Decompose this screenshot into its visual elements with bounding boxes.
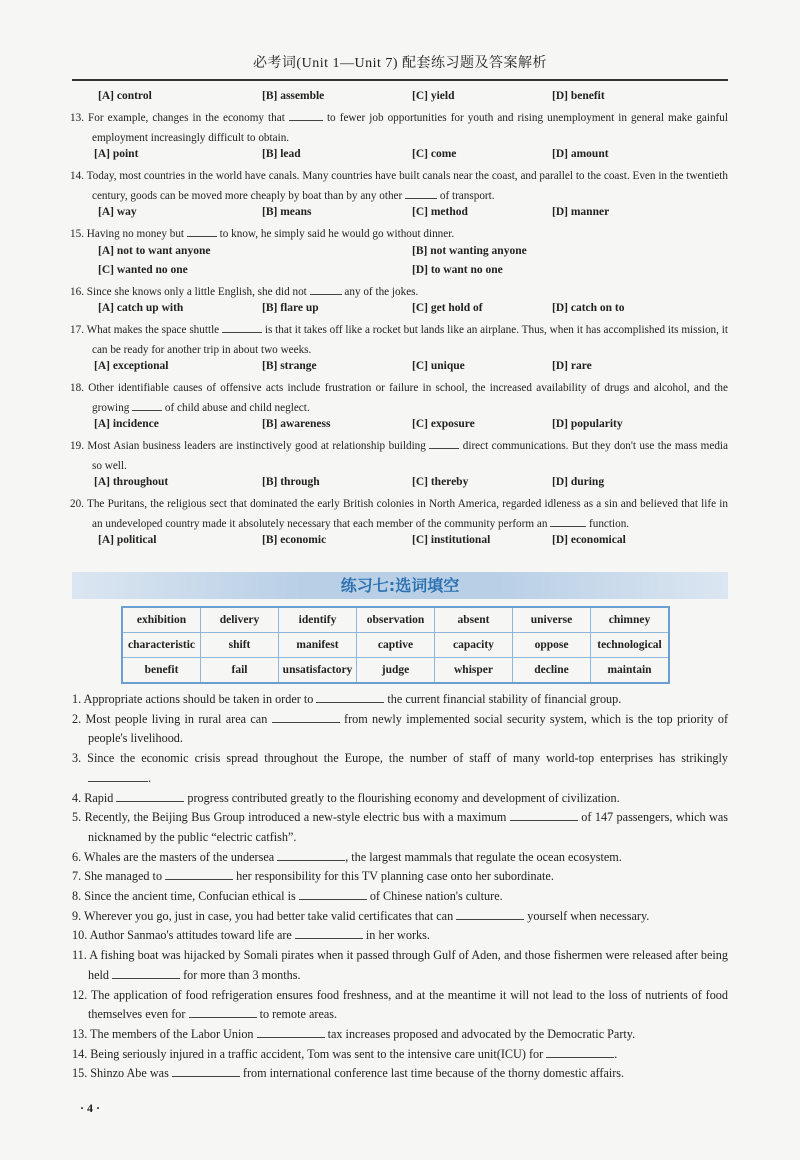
option-row (0, 206, 800, 225)
page-number: · 4 · (80, 1101, 101, 1115)
question-text-cont: for more than 3 months. (183, 967, 301, 982)
option-d: [D] catch on to (552, 302, 625, 314)
option-row (0, 90, 800, 109)
option-b: [B] flare up (262, 302, 319, 314)
option-row (0, 302, 800, 321)
word-cell: observation (357, 607, 435, 633)
fill-question-3 (72, 749, 728, 788)
question-text: 6. Whales are the masters of the undersea (72, 849, 275, 864)
question-text-cont: function. (589, 517, 630, 530)
fill-question-4 (72, 789, 728, 809)
option-c: [C] exposure (412, 418, 475, 430)
word-cell: universe (513, 607, 591, 633)
option-row (0, 418, 800, 437)
word-cell: shift (201, 633, 279, 658)
answer-blank (295, 928, 363, 939)
section-title: 练习七:选词填空 (72, 572, 728, 599)
answer-blank (132, 400, 162, 411)
question-text: 7. She managed to (72, 869, 163, 884)
question-text-cont: of 147 passengers, which was nicknamed by the public “electric catfish”. (88, 810, 729, 844)
word-cell: chimney (591, 607, 670, 633)
question-text: 13. The members of the Labor Union (72, 1026, 254, 1041)
option-d: [D] during (552, 476, 605, 488)
question-text: 3. Since the economic crisis spread throughout the Europe, the number of staff of many world-top enterprises has strikingly (72, 751, 728, 766)
fill-question-10 (72, 926, 728, 946)
word-cell: identify (279, 607, 357, 633)
question-text: 5. Recently, the Beijing Bus Group introduced a new-style electric bus with a maximum (72, 810, 507, 825)
option-row (0, 264, 800, 283)
question-text-cont: progress contributed greatly to the flourishing economy and development of civilization. (187, 790, 620, 805)
question-text-cont: , the largest mammals that regulate the ocean ecosystem. (345, 849, 622, 864)
question-text: 4. Rapid (72, 790, 114, 805)
answer-blank (272, 712, 340, 723)
option-b: [B] lead (262, 148, 301, 160)
question-text: 11. A fishing boat was hijacked by Somali pirates when it passed through Gulf of Aden, and those fishermen were released after being held (72, 948, 728, 982)
question-text: 13. For example, changes in the economy that (70, 112, 285, 124)
question-text-cont: yourself when necessary. (527, 908, 650, 923)
option-b: [B] assemble (262, 90, 325, 102)
question-text-cont: of child abuse and child neglect. (164, 401, 310, 414)
option-row (0, 476, 800, 495)
answer-blank (222, 322, 262, 333)
question-text: 10. Author Sanmao's attitudes toward life are (72, 928, 292, 943)
option-a: [A] control (98, 90, 152, 102)
word-bank-row (122, 607, 669, 633)
answer-blank (316, 692, 384, 703)
option-c: [C] institutional (412, 534, 491, 546)
fill-question-6 (72, 848, 728, 868)
question-text: 17. What makes the space shuttle (70, 324, 220, 336)
option-a: [A] point (94, 148, 139, 160)
question-text-cont: to know, he simply said he would go without dinner. (219, 228, 455, 240)
question-text-cont: to fewer job opportunities for youth and rising unemployment in general make gainful employment increasingly difficult to obtain. (92, 112, 728, 144)
question-text: 14. Today, most countries in the world have canals. Many countries have built canals near the coast, and parallel to the coast. Even in the twentieth century, goods can be moved more cheaply by boat than by any other (70, 170, 728, 202)
option-a: [A] not to want anyone (98, 244, 211, 257)
multiple-choice-section (0, 90, 800, 553)
option-a: [A] political (98, 534, 157, 546)
word-cell: capacity (435, 633, 513, 658)
option-c: [C] unique (412, 360, 465, 372)
answer-blank (546, 1047, 614, 1058)
word-bank (121, 606, 670, 684)
word-cell: fail (201, 658, 279, 684)
question-20 (0, 495, 800, 553)
question-text: 8. Since the ancient time, Confucian ethical is (72, 889, 296, 904)
option-row (0, 360, 800, 379)
question-15 (0, 225, 800, 283)
fill-question-2 (72, 710, 728, 749)
question-text: 15. Shinzo Abe was (72, 1066, 169, 1081)
option-b: [B] through (262, 476, 320, 488)
question-text: 16. Since she knows only a little English, she did not (70, 285, 307, 298)
answer-blank (257, 1027, 325, 1038)
answer-blank (165, 869, 233, 880)
fill-question-5 (72, 808, 728, 847)
word-bank-row (122, 633, 669, 658)
answer-blank (289, 110, 323, 121)
question-text-cont: of transport. (439, 189, 495, 202)
option-b: [B] awareness (262, 418, 331, 430)
option-row (0, 245, 800, 264)
question-text-cont: direct communications. But they don't use the mass media so well. (92, 440, 729, 472)
option-b: [B] not wanting anyone (412, 244, 527, 257)
fill-question-12 (72, 986, 728, 1025)
question-text: 1. Appropriate actions should be taken in order to (72, 692, 314, 706)
word-cell: unsatisfactory (279, 658, 357, 684)
question-text-cont: . (614, 1046, 618, 1061)
answer-blank (405, 188, 437, 199)
option-c: [C] get hold of (412, 302, 483, 314)
question-text-cont: of Chinese nation's culture. (369, 889, 503, 904)
question-text-cont: any of the jokes. (344, 285, 419, 298)
word-cell: manifest (279, 633, 357, 658)
option-d: [D] amount (552, 148, 609, 160)
word-cell: whisper (435, 658, 513, 684)
option-a: [A] way (98, 206, 137, 218)
fill-question-9 (72, 907, 728, 927)
answer-blank (88, 771, 148, 782)
option-c: [C] wanted no one (98, 263, 188, 276)
option-a: [A] exceptional (94, 360, 169, 372)
fill-question-7 (72, 867, 728, 887)
question-text: 12. The application of food refrigeration ensures food freshness, and at the meantime it will not lead to the loss of nutrients of food themselves even for (72, 987, 728, 1022)
word-cell: benefit (122, 658, 201, 684)
fill-question-8 (72, 887, 728, 907)
answer-blank (189, 1007, 257, 1018)
option-d: [D] economical (552, 534, 626, 546)
header-rule (72, 79, 728, 81)
option-c: [C] come (412, 148, 457, 160)
word-cell: technological (591, 633, 670, 658)
option-c: [C] thereby (412, 476, 469, 488)
fill-question-14 (72, 1045, 728, 1065)
option-d: [D] benefit (552, 90, 605, 102)
option-a: [A] catch up with (98, 302, 184, 314)
word-cell: characteristic (122, 633, 201, 658)
answer-blank (187, 226, 217, 237)
question-14 (0, 167, 800, 225)
answer-blank (277, 850, 345, 861)
question-19 (0, 437, 800, 495)
option-b: [B] economic (262, 534, 327, 546)
option-b: [B] means (262, 206, 312, 218)
answer-blank (429, 438, 459, 449)
fill-question-13 (72, 1025, 728, 1045)
question-text-cont: her responsibility for this TV planning case onto her subordinate. (236, 869, 554, 884)
option-d: [D] popularity (552, 418, 623, 430)
answer-blank (172, 1066, 240, 1077)
answer-blank (112, 968, 180, 979)
option-d: [D] rare (552, 360, 592, 372)
question-text: 18. Other identifiable causes of offensive acts include frustration or failure in school, the increased availability of drugs and alcohol, and the growing (70, 382, 728, 414)
question-text-cont: from international conference last time because of the thorny domestic affairs. (242, 1066, 625, 1081)
fill-question-11 (72, 946, 728, 985)
question-text-cont: tax increases proposed and advocated by the Democratic Party. (327, 1026, 636, 1041)
option-b: [B] strange (262, 360, 317, 372)
option-c: [C] yield (412, 90, 455, 102)
option-row (0, 534, 800, 553)
option-a: [A] throughout (94, 476, 169, 488)
word-cell: judge (357, 658, 435, 684)
question-13 (0, 109, 800, 167)
question-text-cont: . (148, 770, 152, 785)
word-cell: oppose (513, 633, 591, 658)
question-text: 20. The Puritans, the religious sect that dominated the early British colonies in North America, regarded idleness as a sin and believed that life in an undeveloped country made it absolutely necessary that each member of the community perform an (70, 498, 728, 530)
answer-blank (299, 889, 367, 900)
option-d: [D] to want no one (412, 263, 503, 276)
word-cell: captive (357, 633, 435, 658)
question-text: 19. Most Asian business leaders are instinctively good at relationship building (70, 440, 426, 452)
word-cell: absent (435, 607, 513, 633)
question-text: 2. Most people living in rural area can (72, 711, 268, 726)
answer-blank (510, 810, 578, 821)
option-c: [C] method (412, 206, 468, 218)
question-16 (0, 283, 800, 322)
word-cell: exhibition (122, 607, 201, 633)
option-d: [D] manner (552, 206, 610, 218)
question-text: 14. Being seriously injured in a traffic accident, Tom was sent to the intensive care unit(ICU) for (72, 1046, 544, 1061)
question-text-cont: to remote areas. (259, 1007, 338, 1022)
answer-blank (116, 791, 184, 802)
question-text-cont: is that it takes off like a rocket but lands like an airplane. Thus, when it has accomplished its mission, it can be ready for another trip in about two weeks. (92, 324, 728, 356)
answer-blank (550, 516, 586, 527)
option-a: [A] incidence (94, 418, 159, 430)
question-text-cont: from newly implemented social security system, which is the top priority of people's livelihood. (88, 711, 729, 746)
option-row (0, 148, 800, 167)
question-17 (0, 321, 800, 379)
answer-blank (456, 909, 524, 920)
question-text-cont: in her works. (365, 928, 430, 943)
page-header: 必考词(Unit 1—Unit 7) 配套练习题及答案解析 (252, 56, 548, 71)
fill-in-section (0, 690, 800, 1084)
word-bank-row (122, 658, 669, 684)
question-18 (0, 379, 800, 437)
question-text: 9. Wherever you go, just in case, you had better take valid certificates that can (72, 908, 454, 923)
word-cell: maintain (591, 658, 670, 684)
fill-question-15 (72, 1064, 728, 1084)
word-cell: delivery (201, 607, 279, 633)
question-text-cont: the current financial stability of financial group. (387, 692, 622, 706)
word-cell: decline (513, 658, 591, 684)
question-text: 15. Having no money but (70, 228, 185, 240)
fill-question-1 (72, 690, 728, 710)
answer-blank (310, 284, 342, 295)
